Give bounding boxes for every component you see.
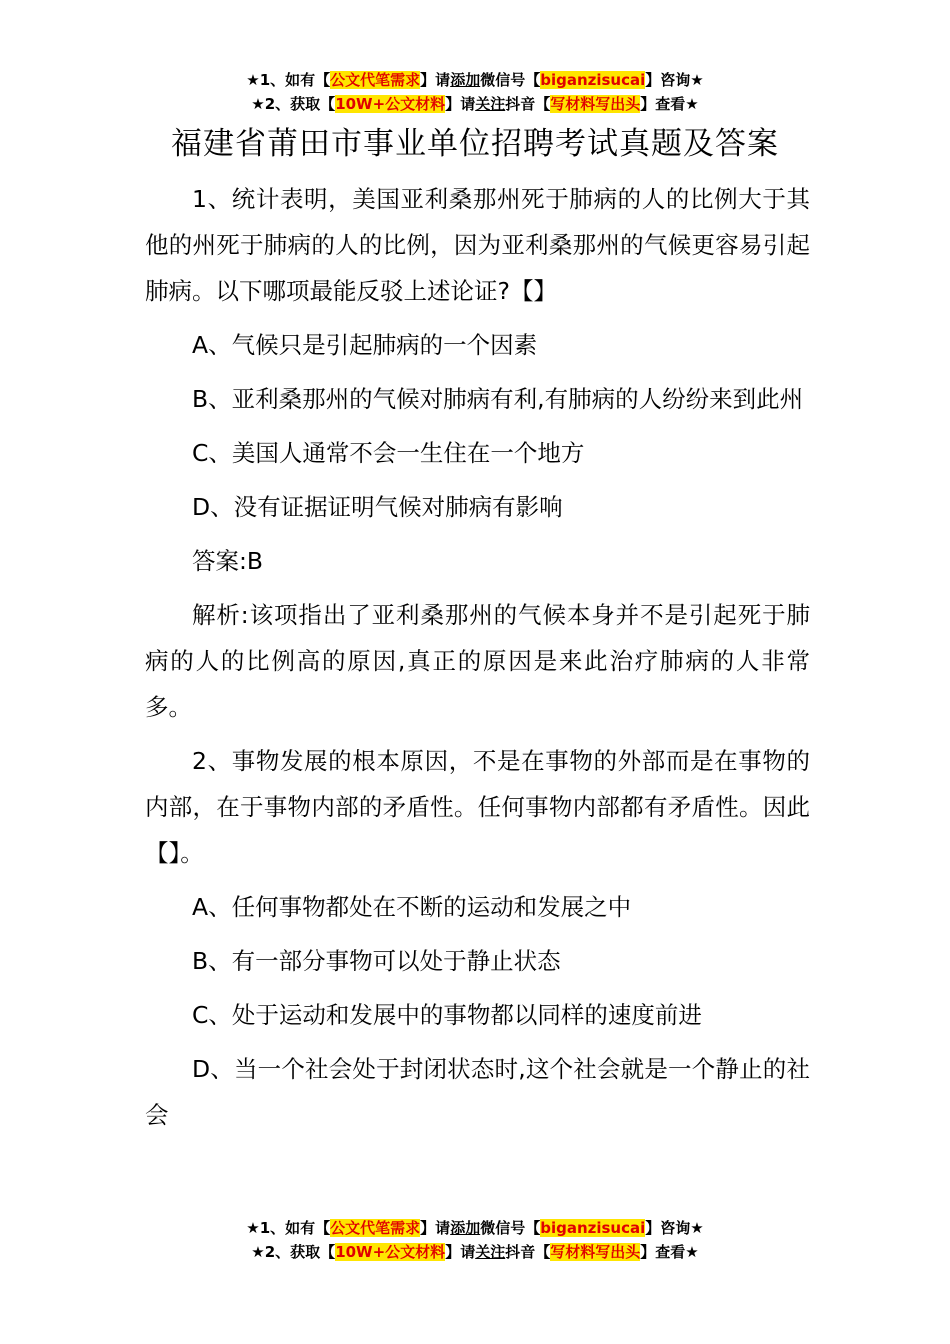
footer-banner	[0, 1216, 950, 1264]
question-2-option-c: C、处于运动和发展中的事物都以同样的速度前进	[192, 1001, 702, 1029]
banner-text: ★2、获取【	[251, 1243, 336, 1261]
document-body	[145, 176, 810, 1146]
banner-text: 】请	[420, 1219, 451, 1237]
banner-text: 】咨询★	[645, 1219, 704, 1237]
banner-underlined: 添加	[450, 1219, 481, 1237]
banner-text: ★2、获取【	[251, 95, 336, 113]
question-1-answer: 答案:B	[192, 547, 264, 575]
banner-highlight: 写材料写出头	[550, 95, 641, 113]
question-2-stem: 2、事物发展的根本原因，不是在事物的外部而是在事物的内部，在于事物内部的矛盾性。任何事物内部都有矛盾性。因此【】。	[145, 747, 810, 867]
banner-text: 抖音【	[505, 95, 551, 113]
banner-text: 】咨询★	[645, 71, 704, 89]
banner-highlight: 公文代笔需求	[330, 71, 421, 89]
banner-text: 】请	[420, 71, 451, 89]
banner-text: ★1、如有【	[246, 71, 331, 89]
question-2-option-d: D、当一个社会处于封闭状态时,这个社会就是一个静止的社会	[145, 1055, 810, 1129]
banner-text: 抖音【	[505, 1243, 551, 1261]
question-1-stem: 1、统计表明，美国亚利桑那州死于肺病的人的比例大于其他的州死于肺病的人的比例，因为亚利桑那州的气候更容易引起肺病。以下哪项最能反驳上述论证?【】	[145, 185, 810, 305]
banner-highlight: 10W+公文材料	[335, 1243, 446, 1261]
banner-text: 】请	[445, 95, 476, 113]
banner-text: ★1、如有【	[246, 1219, 331, 1237]
banner-text: 】请	[445, 1243, 476, 1261]
banner-highlight: 10W+公文材料	[335, 95, 446, 113]
question-1-explanation: 解析:该项指出了亚利桑那州的气候本身并不是引起死于肺病的人的比例高的原因,真正的原因是来此治疗肺病的人非常多。	[145, 601, 810, 721]
question-1-option-c: C、美国人通常不会一生住在一个地方	[192, 439, 585, 467]
banner-text: 】查看★	[640, 95, 699, 113]
banner-text: 微信号【	[480, 1219, 541, 1237]
question-1-option-d: D、没有证据证明气候对肺病有影响	[192, 493, 563, 521]
banner-highlight: biganzisucai	[540, 71, 646, 89]
banner-text: 微信号【	[480, 71, 541, 89]
question-2-option-b: B、有一部分事物可以处于静止状态	[192, 947, 561, 975]
banner-line-1	[0, 1216, 950, 1240]
question-2-option-a: A、任何事物都处在不断的运动和发展之中	[192, 893, 632, 921]
banner-underlined: 关注	[475, 95, 506, 113]
banner-text: 】查看★	[640, 1243, 699, 1261]
banner-highlight: 公文代笔需求	[330, 1219, 421, 1237]
banner-highlight: 写材料写出头	[550, 1243, 641, 1261]
header-banner	[0, 68, 950, 116]
banner-highlight: biganzisucai	[540, 1219, 646, 1237]
banner-underlined: 添加	[450, 71, 481, 89]
question-1-option-b: B、亚利桑那州的气候对肺病有利,有肺病的人纷纷来到此州	[192, 385, 804, 413]
banner-line-2	[0, 92, 950, 116]
question-1-option-a: A、气候只是引起肺病的一个因素	[192, 331, 538, 359]
page-title: 福建省莆田市事业单位招聘考试真题及答案	[171, 126, 779, 162]
banner-line-1	[0, 68, 950, 92]
banner-line-2	[0, 1240, 950, 1264]
banner-underlined: 关注	[475, 1243, 506, 1261]
